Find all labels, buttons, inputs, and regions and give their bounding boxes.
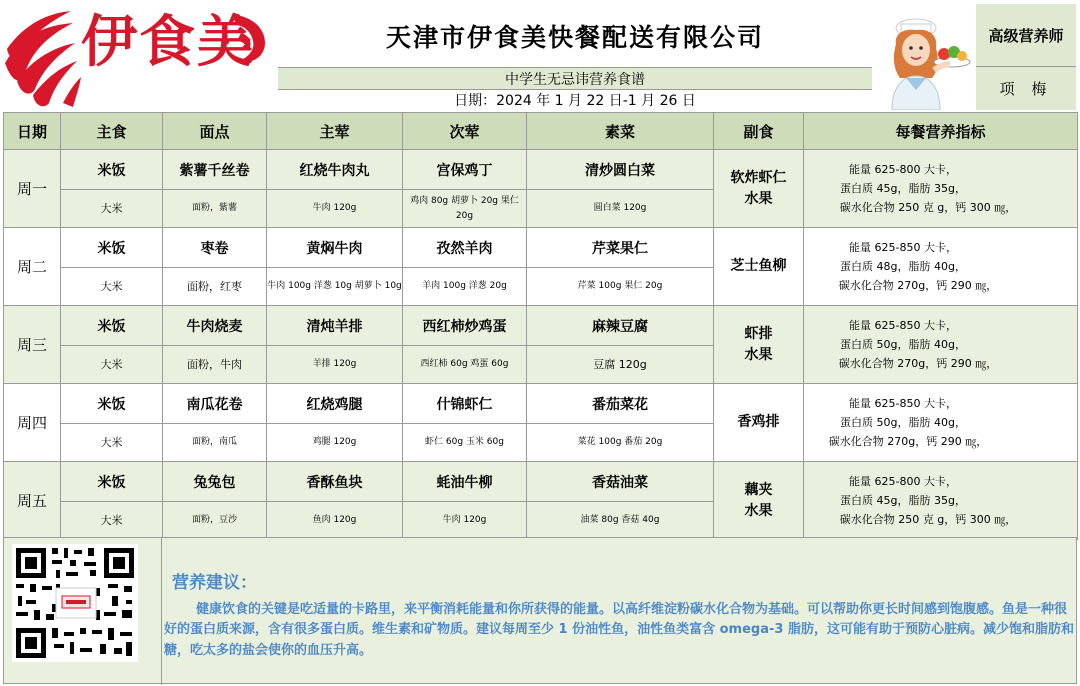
pastry-dish: 兔兔包 xyxy=(163,462,267,502)
vegetable-dish: 芹菜果仁 xyxy=(527,228,714,268)
company-logo xyxy=(3,3,273,109)
advice-body: 健康饮食的关键是吃适量的卡路里，来平衡消耗能量和你所获得的能量。以高纤维淀粉碳水化合物为基础。可以帮助你更长时间感到饱腹感。鱼是一种很好的蛋白质来源，含有很多蛋白质。维生素和矿物质。建议每周至少 1 份油性鱼，油性鱼类富含 omega-3 脂肪，这可能有助于预防心脏病。减少饱和脂肪和糖，吃太多的盐会使你的血压升高。 xyxy=(164,602,1074,658)
second-meat-dish: 蚝油牛柳 xyxy=(403,462,527,502)
main-meat-dish: 红烧鸡腿 xyxy=(267,384,403,424)
pastry-dish: 枣卷 xyxy=(163,228,267,268)
side-dish xyxy=(714,150,804,228)
nutrition-line: 蛋白质 45g，脂肪 35g， xyxy=(840,493,966,507)
column-header: 次荤 xyxy=(403,113,527,150)
second-meat-dish: 什锦虾仁 xyxy=(403,384,527,424)
side-dish-item: 香鸡排 xyxy=(737,414,780,430)
nutrition-cell xyxy=(804,384,1078,462)
second-meat-dish: 宫保鸡丁 xyxy=(403,150,527,190)
logo-text: 伊食美 xyxy=(81,9,255,75)
nutritionist-chef-illustration-icon xyxy=(874,4,976,110)
pastry-ingredients: 面粉，南瓜 xyxy=(163,424,267,462)
company-name: 天津市伊食美快餐配送有限公司 xyxy=(278,4,872,68)
main-meat-dish: 清炖羊排 xyxy=(267,306,403,346)
table-header-row xyxy=(4,113,1078,150)
header-center xyxy=(278,4,872,110)
table-row xyxy=(4,150,1078,190)
table-row xyxy=(4,462,1078,502)
staple-ingredients: 大米 xyxy=(61,346,163,384)
table-row xyxy=(4,306,1078,346)
column-header: 主食 xyxy=(61,113,163,150)
side-dish-item: 水果 xyxy=(744,190,773,207)
staple-ingredients: 大米 xyxy=(61,268,163,306)
vegetable-ingredients: 豆腐 120g xyxy=(527,346,714,384)
menu-date: 日期：2024 年 1 月 22 日-1 月 26 日 xyxy=(454,93,696,109)
nutrition-line: 碳水化合物 270g，钙 290 ㎎， xyxy=(838,279,998,293)
day-cell: 周三 xyxy=(4,306,61,384)
main-meat-ingredients: 牛肉 100g 洋葱 10g 胡萝卜 10g xyxy=(267,268,403,306)
second-meat-dish: 西红柿炒鸡蛋 xyxy=(403,306,527,346)
second-meat-dish: 孜然羊肉 xyxy=(403,228,527,268)
second-meat-ingredients: 西红柿 60g 鸡蛋 60g xyxy=(403,346,527,384)
nutrition-line: 能量 625-850 大卡， xyxy=(849,396,957,410)
main-meat-dish: 香酥鱼块 xyxy=(267,462,403,502)
side-dish xyxy=(714,384,804,462)
nutritionist-name: 项 梅 xyxy=(976,66,1076,110)
second-meat-ingredients: 鸡肉 80g 胡萝卜 20g 果仁 20g xyxy=(403,190,527,228)
side-dish-item: 芝士鱼柳 xyxy=(730,258,787,274)
nutrition-line: 碳水化合物 250 克 g，钙 300 ㎎， xyxy=(839,201,1017,215)
nutrition-line: 能量 625-850 大卡， xyxy=(849,240,957,254)
vegetable-dish: 清炒圆白菜 xyxy=(527,150,714,190)
side-dish-item: 软炸虾仁 xyxy=(730,169,787,186)
side-dish xyxy=(714,306,804,384)
day-cell: 周一 xyxy=(4,150,61,228)
main-meat-dish: 黄焖牛肉 xyxy=(267,228,403,268)
column-header: 日期 xyxy=(4,113,61,150)
main-meat-ingredients: 羊排 120g xyxy=(267,346,403,384)
nutrition-line: 蛋白质 48g，脂肪 40g， xyxy=(840,259,966,273)
side-dish xyxy=(714,228,804,306)
main-meat-ingredients: 鱼肉 120g xyxy=(267,502,403,540)
column-header: 主荤 xyxy=(267,113,403,150)
pastry-ingredients: 面粉，牛肉 xyxy=(163,346,267,384)
nutritionist-title: 高级营养师 xyxy=(976,4,1076,66)
nutrition-line: 蛋白质 50g，脂肪 40g， xyxy=(840,337,966,351)
nutrition-line: 能量 625-800 大卡， xyxy=(849,474,957,488)
nutrition-line: 蛋白质 50g，脂肪 40g， xyxy=(840,415,966,429)
vegetable-dish: 香菇油菜 xyxy=(527,462,714,502)
staple-dish: 米饭 xyxy=(61,384,163,424)
side-dish-item: 虾排 xyxy=(744,325,773,342)
weekly-menu-table xyxy=(3,112,1078,540)
pastry-ingredients: 面粉，豆沙 xyxy=(163,502,267,540)
menu-subtitle: 中学生无忌讳营养食谱 xyxy=(278,68,872,90)
pastry-ingredients: 面粉，红枣 xyxy=(163,268,267,306)
pastry-dish: 牛肉烧麦 xyxy=(163,306,267,346)
vegetable-ingredients: 油菜 80g 香菇 40g xyxy=(527,502,714,540)
nutrition-line: 碳水化合物 250 克 g，钙 300 ㎎， xyxy=(839,513,1017,527)
staple-ingredients: 大米 xyxy=(61,502,163,540)
day-cell: 周五 xyxy=(4,462,61,540)
nutrition-line: 能量 625-850 大卡， xyxy=(849,318,957,332)
section-divider xyxy=(161,538,162,685)
vegetable-ingredients: 芹菜 100g 果仁 20g xyxy=(527,268,714,306)
pastry-dish: 南瓜花卷 xyxy=(163,384,267,424)
column-header: 副食 xyxy=(714,113,804,150)
day-cell: 周四 xyxy=(4,384,61,462)
nutrition-cell xyxy=(804,462,1078,540)
staple-dish: 米饭 xyxy=(61,228,163,268)
main-meat-ingredients: 牛肉 120g xyxy=(267,190,403,228)
advice-title: 营养建议： xyxy=(172,573,257,593)
vegetable-ingredients: 菜花 100g 番茄 20g xyxy=(527,424,714,462)
side-dish-item: 水果 xyxy=(744,346,773,363)
second-meat-ingredients: 虾仁 60g 玉米 60g xyxy=(403,424,527,462)
nutrition-line: 蛋白质 45g，脂肪 35g， xyxy=(840,181,966,195)
table-row xyxy=(4,384,1078,424)
nutrition-cell xyxy=(804,228,1078,306)
staple-dish: 米饭 xyxy=(61,150,163,190)
vegetable-ingredients: 圆白菜 120g xyxy=(527,190,714,228)
nutrition-line: 碳水化合物 270g，钙 290 ㎎， xyxy=(838,357,998,371)
side-dish-item: 藕夹 xyxy=(744,481,773,498)
main-meat-ingredients: 鸡腿 120g xyxy=(267,424,403,462)
side-dish-item: 水果 xyxy=(744,502,773,519)
nutrition-cell xyxy=(804,306,1078,384)
side-dish xyxy=(714,462,804,540)
vegetable-dish: 麻辣豆腐 xyxy=(527,306,714,346)
staple-dish: 米饭 xyxy=(61,306,163,346)
pastry-dish: 紫薯千丝卷 xyxy=(163,150,267,190)
staple-ingredients: 大米 xyxy=(61,190,163,228)
pastry-ingredients: 面粉，紫薯 xyxy=(163,190,267,228)
nutrition-line: 碳水化合物 270g，钙 290 ㎎， xyxy=(828,435,988,449)
qr-code-icon xyxy=(12,544,138,662)
nutrition-cell xyxy=(804,150,1078,228)
staple-dish: 米饭 xyxy=(61,462,163,502)
nutrition-advice-section xyxy=(3,537,1077,684)
vegetable-dish: 番茄菜花 xyxy=(527,384,714,424)
second-meat-ingredients: 羊肉 100g 洋葱 20g xyxy=(403,268,527,306)
second-meat-ingredients: 牛肉 120g xyxy=(403,502,527,540)
nutrition-line: 能量 625-800 大卡， xyxy=(849,162,957,176)
column-header: 每餐营养指标 xyxy=(804,113,1078,150)
table-row xyxy=(4,228,1078,268)
day-cell: 周二 xyxy=(4,228,61,306)
column-header: 面点 xyxy=(163,113,267,150)
staple-ingredients: 大米 xyxy=(61,424,163,462)
main-meat-dish: 红烧牛肉丸 xyxy=(267,150,403,190)
column-header: 素菜 xyxy=(527,113,714,150)
